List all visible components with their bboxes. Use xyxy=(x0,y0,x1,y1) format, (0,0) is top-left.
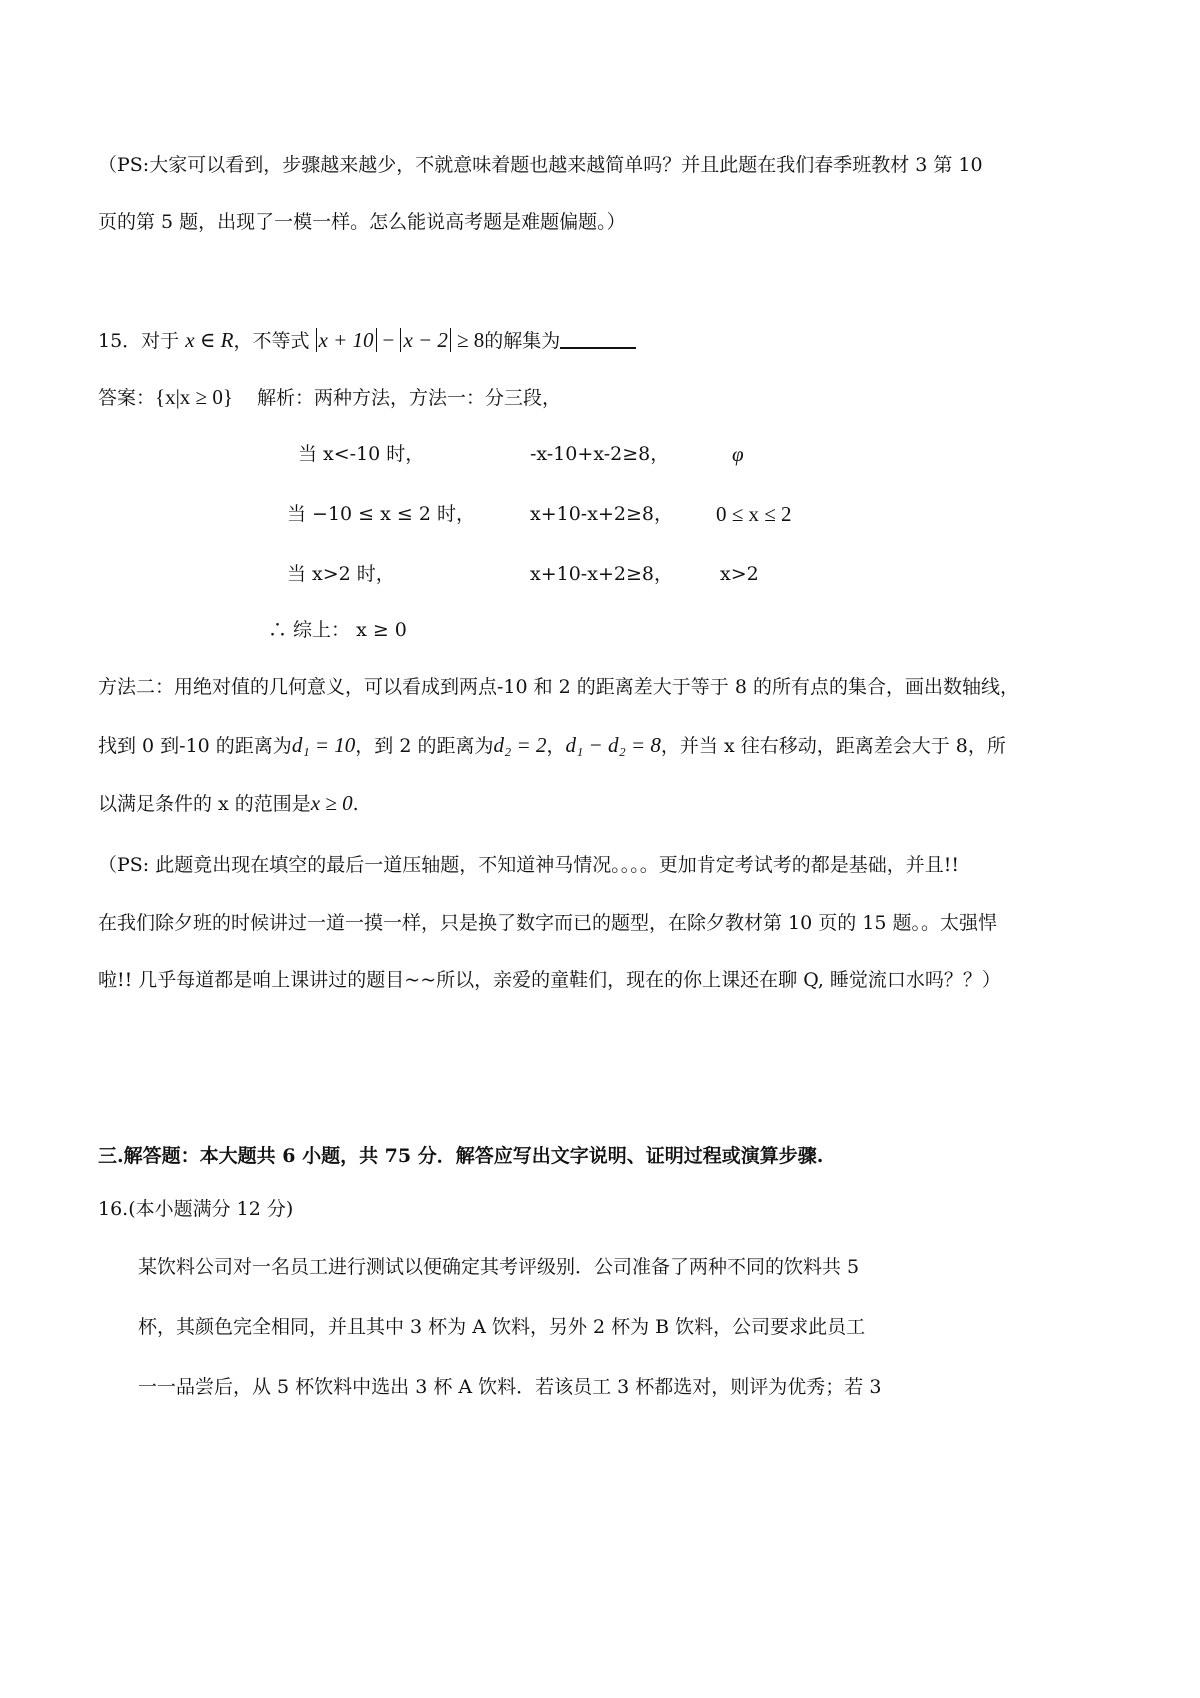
question-15-text-end: 的解集为 xyxy=(484,330,561,352)
section-3-heading: 三.解答题：本大题共 6 小题，共 75 分．解答应写出文字说明、证明过程或演算步骤. xyxy=(98,1145,824,1167)
case-3-result: x>2 xyxy=(720,563,759,585)
abs-term-2: x − 2 xyxy=(400,328,451,352)
ps-note-2-line-2: 在我们除夕班的时候讲过一道一摸一样，只是换了数字而已的题型，在除夕教材第 10 页的 15 题。。太强悍 xyxy=(98,912,998,934)
method-2-text-a: 找到 0 到-10 的距离为 xyxy=(98,735,292,757)
distance-difference: d₁ − d₂ = 8 xyxy=(565,733,661,757)
case-2-inequality: x+10-x+2≥8， xyxy=(530,503,673,525)
abs-term-1: x + 10 xyxy=(316,328,377,352)
ps-note-2-line-3: 啦!! 几乎每道都是咱上课讲过的题目~~所以，亲爱的童鞋们，现在的你上课还在聊 Q, 睡觉流口水吗？？） xyxy=(98,969,1001,991)
ps-note-2-line-1: （PS: 此题竟出现在填空的最后一道压轴题，不知道神马情况。。。。更加肯定考试考的都是基础，并且!! xyxy=(98,854,960,876)
method-2-line-2 xyxy=(98,732,1006,759)
answer-blank xyxy=(560,327,636,349)
distance-d2: d₂ = 2 xyxy=(493,733,547,757)
method-2-text-d: ，并当 x 往右移动，距离差会大于 8，所 xyxy=(660,735,1006,757)
distance-d1: d₁ = 10 xyxy=(291,733,356,757)
case-3-inequality: x+10-x+2≥8， xyxy=(530,563,673,585)
question-15-domain: x ∈ R xyxy=(185,328,234,352)
question-16-line-2: 杯，其颜色完全相同，并且其中 3 杯为 A 饮料，另外 2 杯为 B 饮料，公司要求此员工 xyxy=(138,1316,866,1338)
conclusion: ∴ 综上： x ≥ 0 xyxy=(268,619,407,641)
inequality-rhs: ≥ 8 xyxy=(456,328,485,352)
question-15-text-mid: ，不等式 xyxy=(233,330,310,352)
method-2-text-c: ， xyxy=(546,735,566,757)
ps-note-1-line-2: 页的第 5 题，出现了一模一样。怎么能说高考题是难题偏题。） xyxy=(98,211,626,233)
case-2-result: 0 ≤ x ≤ 2 xyxy=(716,502,792,526)
answer-set: {x|x ≥ 0} xyxy=(155,385,233,409)
question-15 xyxy=(98,327,636,354)
question-16-header: 16.(本小题满分 12 分) xyxy=(98,1198,294,1220)
question-16-line-3: 一一品尝后，从 5 杯饮料中选出 3 杯 A 饮料．若该员工 3 杯都选对，则评为优秀；若 3 xyxy=(138,1376,882,1398)
method-2-text-e: 以满足条件的 x 的范围是 xyxy=(98,793,311,815)
case-2-condition: 当 −10 ≤ x ≤ 2 时， xyxy=(287,503,475,525)
case-3-condition: 当 x>2 时， xyxy=(287,563,395,585)
answer-label: 答案： xyxy=(98,387,156,409)
answer-analysis: 解析：两种方法，方法一：分三段， xyxy=(256,387,561,409)
case-1-condition: 当 x<-10 时， xyxy=(298,443,425,465)
method-2-text-b: ，到 2 的距离为 xyxy=(355,735,494,757)
case-1-result: φ xyxy=(732,442,744,466)
method-2-line-1: 方法二：用绝对值的几何意义，可以看成到两点-10 和 2 的距离差大于等于 8 的所有点的集合，画出数轴线， xyxy=(98,676,1019,698)
question-16-line-1: 某饮料公司对一名员工进行测试以便确定其考评级别．公司准备了两种不同的饮料共 5 xyxy=(138,1256,860,1278)
minus-sign: − xyxy=(382,328,395,352)
question-15-number: 15．对于 xyxy=(98,330,180,352)
method-2-line-3 xyxy=(98,790,359,817)
method-2-range: x ≥ 0 xyxy=(310,791,353,815)
case-1-inequality: -x-10+x-2≥8， xyxy=(530,443,670,465)
ps-note-1-line-1: （PS:大家可以看到，步骤越来越少，不就意味着题也越来越简单吗？并且此题在我们春季班教材 3 第 10 xyxy=(98,154,983,176)
method-2-text-f: . xyxy=(352,793,359,815)
answer-line xyxy=(98,384,561,411)
